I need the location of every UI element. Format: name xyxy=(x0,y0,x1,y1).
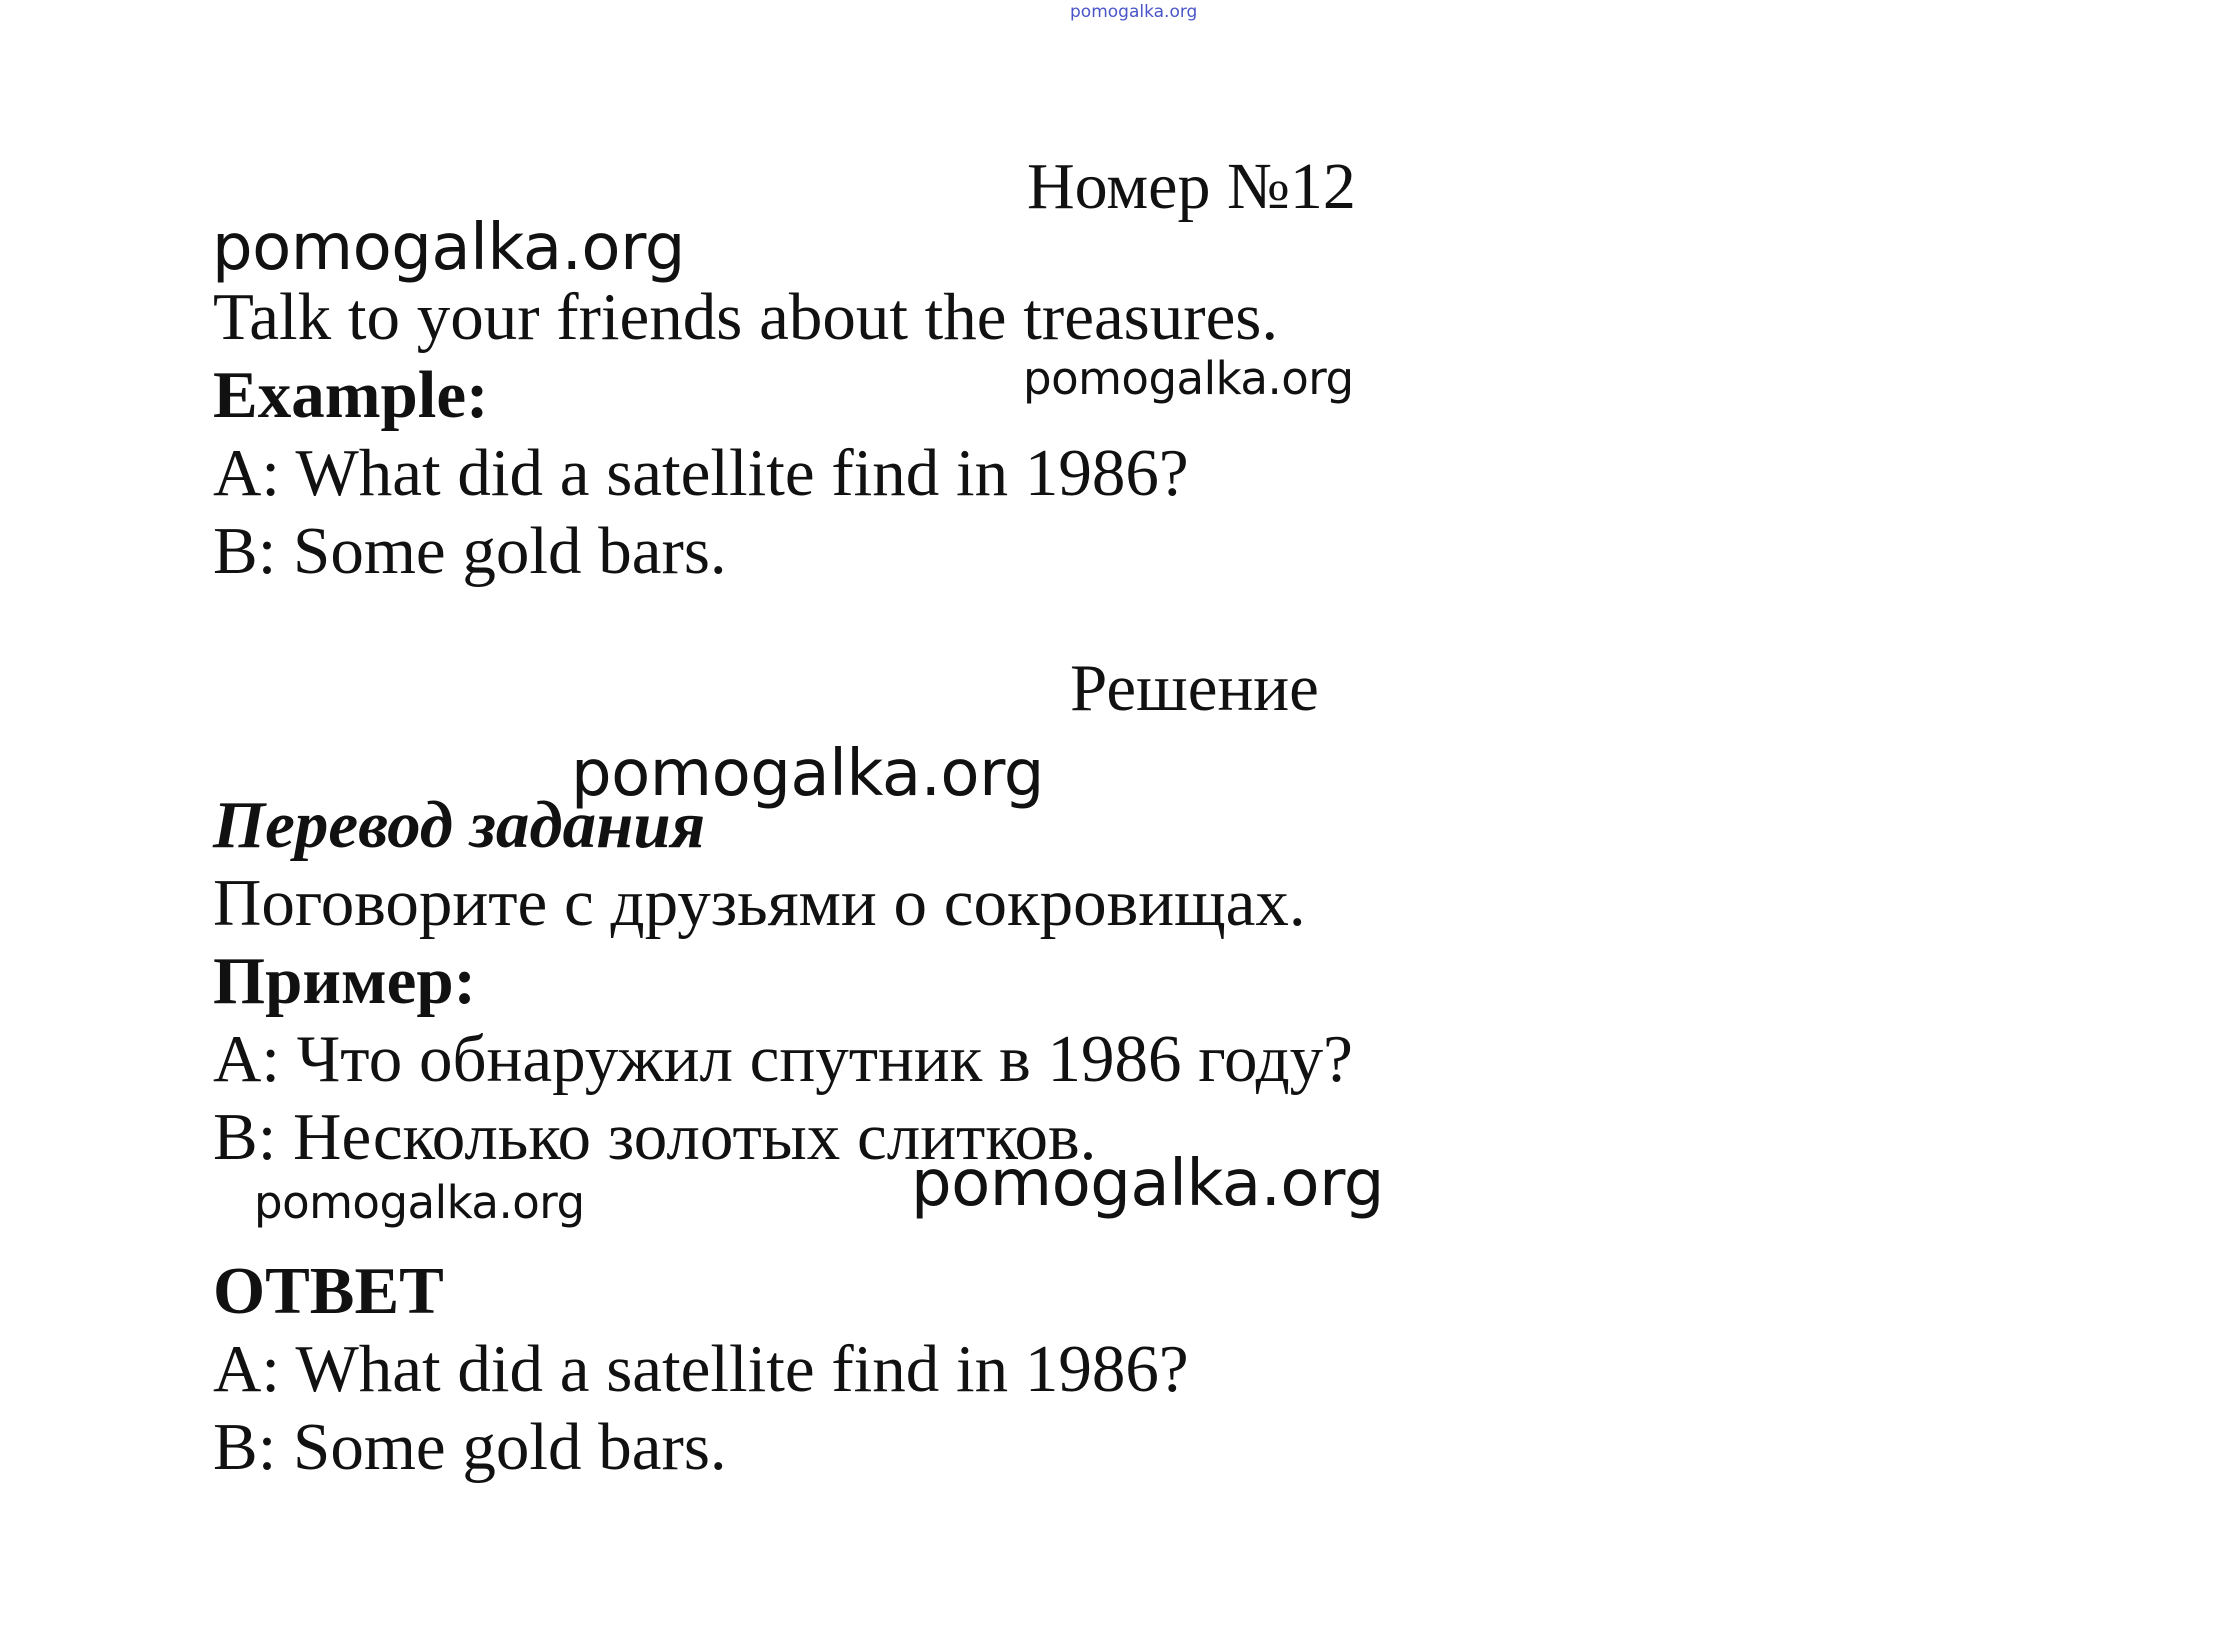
translation-example-a: A: Что обнаружил спутник в 1986 году? xyxy=(213,1022,1353,1096)
watermark-5: pomogalka.org xyxy=(911,1147,1384,1221)
translation-instruction: Поговорите с друзьями о сокровищах. xyxy=(213,866,1306,940)
translation-label: Перевод задания xyxy=(213,788,706,862)
translation-example-b: B: Несколько золотых слитков. xyxy=(213,1100,1097,1174)
example-label: Example: xyxy=(213,358,489,432)
header-watermark: pomogalka.org xyxy=(1070,2,1198,22)
watermark-4: pomogalka.org xyxy=(254,1176,585,1229)
translation-example-label: Пример: xyxy=(213,944,476,1018)
watermark-3: pomogalka.org xyxy=(571,737,1044,811)
example-line-a: A: What did a satellite find in 1986? xyxy=(213,436,1189,510)
task-title: Номер №12 xyxy=(1027,150,1356,223)
answer-label: ОТВЕТ xyxy=(213,1254,444,1328)
answer-line-b: B: Some gold bars. xyxy=(213,1410,727,1484)
task-instruction: Talk to your friends about the treasures. xyxy=(213,280,1279,354)
answer-line-a: A: What did a satellite find in 1986? xyxy=(213,1332,1189,1406)
watermark-1: pomogalka.org xyxy=(212,211,685,285)
example-line-b: B: Some gold bars. xyxy=(213,514,727,588)
solution-heading: Решение xyxy=(1070,651,1319,725)
watermark-2: pomogalka.org xyxy=(1023,352,1354,405)
